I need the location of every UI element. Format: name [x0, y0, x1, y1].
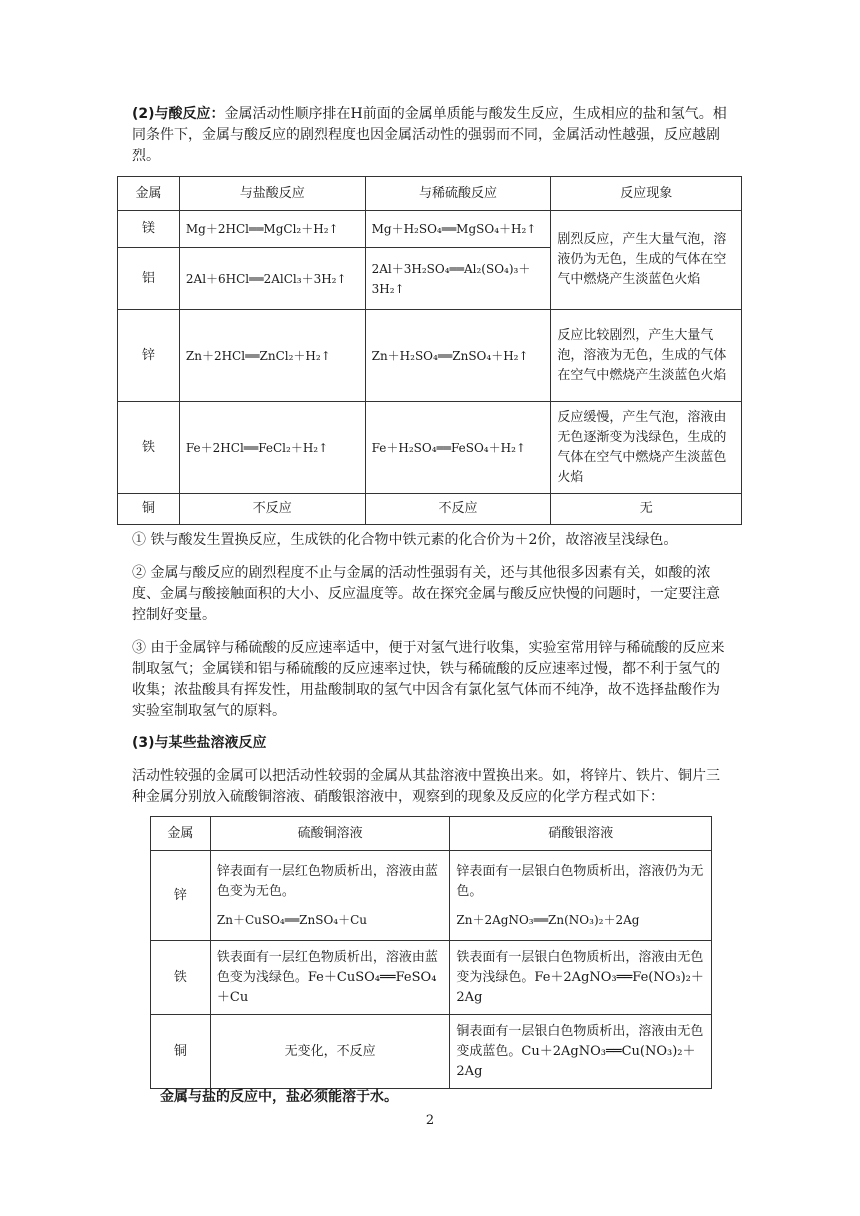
acid-reaction-table: [117, 176, 742, 525]
h2so4-equation: 2Al＋3H₂SO₄══Al₂(SO₄)₃＋3H₂↑: [365, 248, 551, 310]
h2so4-equation: Mg＋H₂SO₄══MgSO₄＋H₂↑: [365, 211, 551, 248]
metal-cell: 铜: [118, 494, 180, 525]
header-hcl: 与盐酸反应: [179, 177, 365, 211]
metal-cell: 铜: [151, 1015, 211, 1089]
section2-text: 金属活动性顺序排在H前面的金属单质能与酸发生反应，生成相应的盐和氢气。相同条件下，金属与酸反应的剧烈程度也因金属活动性的强弱而不同，金属活动性越强，反应越剧烈。: [132, 106, 727, 164]
header-h2so4: 与稀硫酸反应: [365, 177, 551, 211]
note-3: ③ 由于金属锌与稀硫酸的反应速率适中，便于对氢气进行收集，实验室常用锌与稀硫酸的反应来制取氢气；金属镁和铝与稀硫酸的反应速率过快，铁与稀硫酸的反应速率过慢，都不利于氢气的收集；浓盐酸具有挥发性，用盐酸制取的氢气中因含有氯化氢气体而不纯净，故不选择盐酸作为实验室制取氢气的原料。: [132, 640, 725, 719]
salt-reaction-table: [150, 816, 712, 1089]
hcl-equation: Fe＋2HCl══FeCl₂＋H₂↑: [179, 402, 365, 494]
phenomenon-cell: 反应比较剧烈，产生大量气泡，溶液为无色，生成的气体在空气中燃烧产生淡蓝色火焰: [551, 310, 742, 402]
note-2: ② 金属与酸反应的剧烈程度不止与金属的活动性强弱有关，还与其他很多因素有关，如酸的浓度、金属与酸接触面积的大小、反应温度等。故在探究金属与酸反应快慢的问题时，一定要注意控制好变量。: [132, 565, 720, 623]
cuso4-description: 锌表面有一层红色物质析出，溶液由蓝色变为无色。: [216, 863, 438, 899]
hcl-result: 不反应: [179, 494, 365, 525]
table-row: [118, 211, 742, 248]
cuso4-cell: 铁表面有一层红色物质析出，溶液由蓝色变为浅绿色。Fe＋CuSO₄══FeSO₄＋Cu: [210, 941, 450, 1015]
section3-text: 活动性较强的金属可以把活动性较弱的金属从其盐溶液中置换出来。如，将锌片、铁片、铜片三种金属分别放入硫酸铜溶液、硝酸银溶液中，观察到的现象及反应的化学方程式如下：: [132, 768, 720, 805]
note-1: ① 铁与酸发生置换反应，生成铁的化合物中铁元素的化合价为＋2价，故溶液呈浅绿色。: [132, 532, 678, 548]
hcl-equation: Mg＋2HCl══MgCl₂＋H₂↑: [179, 211, 365, 248]
table-row: [118, 402, 742, 494]
table-row: [151, 851, 712, 941]
table-row: [151, 941, 712, 1015]
metal-cell: 铁: [151, 941, 211, 1015]
agno3-description: 锌表面有一层银白色物质析出，溶液仍为无色。: [456, 863, 704, 899]
section2-paragraph: [132, 104, 732, 167]
phenomenon-cell: 无: [551, 494, 742, 525]
page-number: 2: [425, 1113, 435, 1128]
table-header-row: [118, 177, 742, 211]
table-row: [118, 494, 742, 525]
table-row: [151, 1015, 712, 1089]
h2so4-equation: Fe＋H₂SO₄══FeSO₄＋H₂↑: [365, 402, 551, 494]
agno3-cell: 铁表面有一层银白色物质析出，溶液由无色变为浅绿色。Fe＋2AgNO₃══Fe(NO₃)₂＋2Ag: [450, 941, 712, 1015]
agno3-cell: 铜表面有一层银白色物质析出，溶液由无色变成蓝色。Cu＋2AgNO₃══Cu(NO₃)₂＋2Ag: [450, 1015, 712, 1089]
table-row: [118, 310, 742, 402]
hcl-equation: Zn＋2HCl══ZnCl₂＋H₂↑: [179, 310, 365, 402]
cuso4-cell: [210, 851, 450, 941]
header-cuso4: 硫酸铜溶液: [210, 817, 450, 851]
h2so4-result: 不反应: [365, 494, 551, 525]
phenomenon-cell: 反应缓慢，产生气泡，溶液由无色逐渐变为浅绿色，生成的气体在空气中燃烧产生淡蓝色火焰: [551, 402, 742, 494]
conclusion-text: 金属与盐的反应中，盐必须能溶于水。: [160, 1089, 398, 1105]
cuso4-cell: 无变化，不反应: [210, 1015, 450, 1089]
header-metal: 金属: [118, 177, 180, 211]
h2so4-equation: Zn＋H₂SO₄══ZnSO₄＋H₂↑: [365, 310, 551, 402]
cuso4-equation: Zn＋CuSO₄══ZnSO₄＋Cu: [216, 912, 368, 927]
phenomenon-cell: 剧烈反应，产生大量气泡，溶液仍为无色，生成的气体在空气中燃烧产生淡蓝色火焰: [551, 211, 742, 310]
metal-cell: 镁: [118, 211, 180, 248]
agno3-equation: Zn＋2AgNO₃══Zn(NO₃)₂＋2Ag: [456, 912, 640, 927]
metal-cell: 锌: [151, 851, 211, 941]
metal-cell: 铁: [118, 402, 180, 494]
header-phenomenon: 反应现象: [551, 177, 742, 211]
header-agno3: 硝酸银溶液: [450, 817, 712, 851]
metal-cell: 铝: [118, 248, 180, 310]
table-header-row: [151, 817, 712, 851]
header-metal: 金属: [151, 817, 211, 851]
hcl-equation: 2Al＋6HCl══2AlCl₃＋3H₂↑: [179, 248, 365, 310]
section2-heading: (2)与酸反应：: [132, 106, 225, 122]
metal-cell: 锌: [118, 310, 180, 402]
section3-heading: (3)与某些盐溶液反应: [132, 735, 267, 751]
agno3-cell: [450, 851, 712, 941]
